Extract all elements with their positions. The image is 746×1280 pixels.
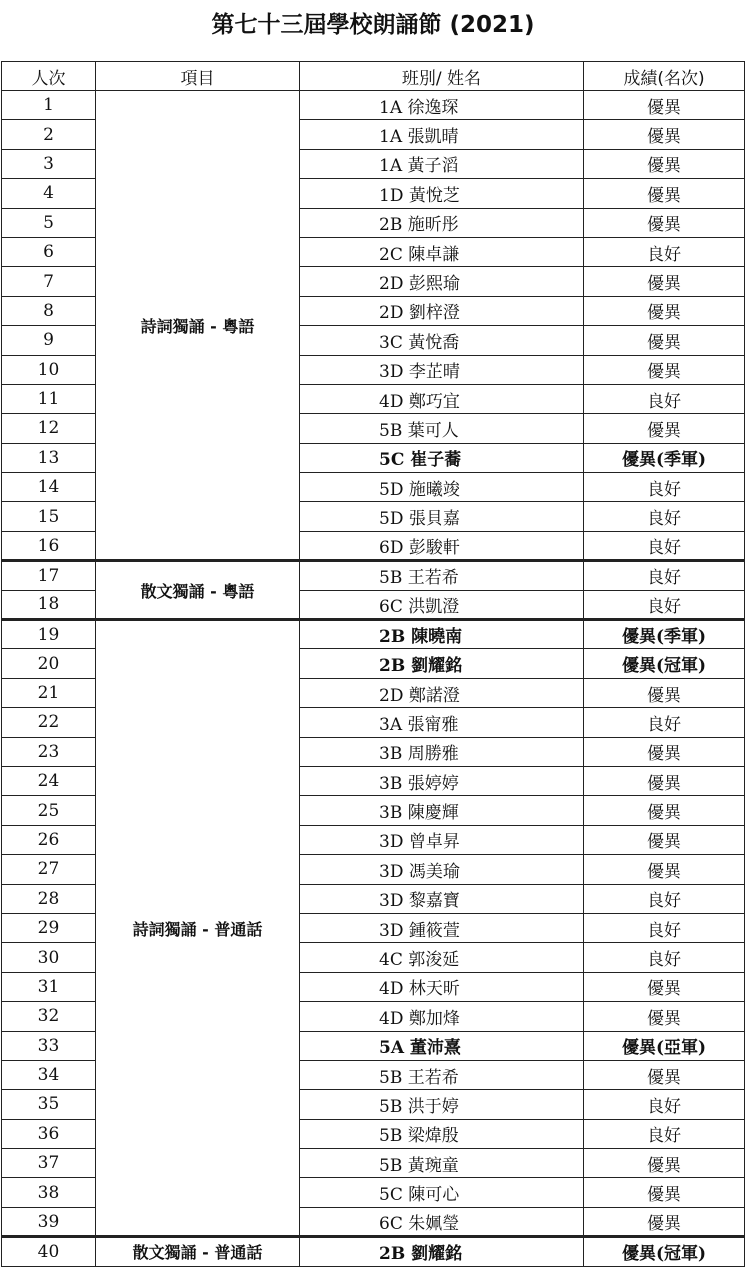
grade-cell: 優異 (584, 737, 745, 766)
row-count: 25 (2, 796, 96, 825)
student-name: 6C 洪凱澄 (300, 590, 584, 619)
row-count: 1 (2, 91, 96, 120)
row-count: 23 (2, 737, 96, 766)
row-count: 32 (2, 1002, 96, 1031)
grade-cell: 良好 (584, 1090, 745, 1119)
grade-cell: 良好 (584, 590, 745, 619)
row-count: 16 (2, 531, 96, 560)
student-name: 2D 鄭諾澄 (300, 678, 584, 707)
row-count: 31 (2, 972, 96, 1001)
student-name: 5B 王若希 (300, 561, 584, 590)
student-name: 3B 張婷婷 (300, 766, 584, 795)
row-count: 17 (2, 561, 96, 590)
row-count: 30 (2, 943, 96, 972)
row-count: 35 (2, 1090, 96, 1119)
header-row (2, 62, 745, 91)
student-name: 1A 徐逸琛 (300, 91, 584, 120)
grade-cell: 優異(季軍) (584, 620, 745, 649)
row-count: 22 (2, 708, 96, 737)
student-name: 1A 黃子滔 (300, 149, 584, 178)
grade-cell: 良好 (584, 884, 745, 913)
student-name: 3A 張甯雅 (300, 708, 584, 737)
grade-cell: 優異 (584, 855, 745, 884)
student-name: 5B 王若希 (300, 1060, 584, 1089)
category-cell: 散文獨誦 - 粵語 (96, 561, 300, 620)
student-name: 5A 董沛熹 (300, 1031, 584, 1060)
grade-cell: 優異 (584, 414, 745, 443)
student-name: 5B 葉可人 (300, 414, 584, 443)
student-name: 5B 黃琬童 (300, 1149, 584, 1178)
row-count: 11 (2, 384, 96, 413)
grade-cell: 優異(季軍) (584, 443, 745, 472)
grade-cell: 良好 (584, 1119, 745, 1148)
grade-cell: 優異 (584, 179, 745, 208)
row-count: 2 (2, 120, 96, 149)
row-count: 26 (2, 825, 96, 854)
student-name: 4D 鄭巧宜 (300, 384, 584, 413)
student-name: 2B 陳曉南 (300, 620, 584, 649)
row-count: 19 (2, 620, 96, 649)
grade-cell: 優異(亞軍) (584, 1031, 745, 1060)
row-count: 21 (2, 678, 96, 707)
page-title: 第七十三屆學校朗誦節 (2021) (211, 12, 535, 38)
row-count: 4 (2, 179, 96, 208)
table-row (2, 561, 745, 590)
student-name: 4C 郭浚延 (300, 943, 584, 972)
student-name: 3D 黎嘉寶 (300, 884, 584, 913)
student-name: 2D 彭熙瑜 (300, 267, 584, 296)
grade-cell: 優異 (584, 678, 745, 707)
grade-cell: 優異 (584, 1060, 745, 1089)
category-cell: 詩詞獨誦 - 粵語 (96, 91, 300, 561)
grade-cell: 優異 (584, 766, 745, 795)
student-name: 5C 陳可心 (300, 1178, 584, 1207)
grade-cell: 優異(冠軍) (584, 649, 745, 678)
row-count: 7 (2, 267, 96, 296)
row-count: 29 (2, 913, 96, 942)
student-name: 5B 梁煒殷 (300, 1119, 584, 1148)
grade-cell: 優異 (584, 1002, 745, 1031)
student-name: 2B 劉耀銘 (300, 649, 584, 678)
header-class-name: 班別/ 姓名 (300, 62, 584, 91)
grade-cell: 良好 (584, 531, 745, 560)
row-count: 8 (2, 296, 96, 325)
row-count: 3 (2, 149, 96, 178)
grade-cell: 良好 (584, 473, 745, 502)
grade-cell: 優異 (584, 91, 745, 120)
table-row (2, 1237, 745, 1266)
row-count: 24 (2, 766, 96, 795)
student-name: 3D 李芷晴 (300, 355, 584, 384)
grade-cell: 優異 (584, 1149, 745, 1178)
grade-cell: 優異 (584, 267, 745, 296)
row-count: 28 (2, 884, 96, 913)
row-count: 18 (2, 590, 96, 619)
table-row (2, 91, 745, 120)
grade-cell: 優異(冠軍) (584, 1237, 745, 1266)
table-row (2, 620, 745, 649)
row-count: 14 (2, 473, 96, 502)
grade-cell: 良好 (584, 708, 745, 737)
header-item: 項目 (96, 62, 300, 91)
student-name: 4D 林天昕 (300, 972, 584, 1001)
student-name: 5D 施曦竣 (300, 473, 584, 502)
grade-cell: 良好 (584, 943, 745, 972)
grade-cell: 優異 (584, 355, 745, 384)
grade-cell: 優異 (584, 296, 745, 325)
student-name: 5B 洪于婷 (300, 1090, 584, 1119)
row-count: 37 (2, 1149, 96, 1178)
student-name: 1D 黃悅芝 (300, 179, 584, 208)
header-count: 人次 (2, 62, 96, 91)
student-name: 3D 曾卓昇 (300, 825, 584, 854)
category-cell: 散文獨誦 - 普通話 (96, 1237, 300, 1266)
grade-cell: 優異 (584, 208, 745, 237)
header-grade: 成績(名次) (584, 62, 745, 91)
student-name: 1A 張凱晴 (300, 120, 584, 149)
grade-cell: 良好 (584, 502, 745, 531)
row-count: 6 (2, 237, 96, 266)
grade-cell: 優異 (584, 1207, 745, 1236)
grade-cell: 優異 (584, 120, 745, 149)
student-name: 3B 周勝雅 (300, 737, 584, 766)
student-name: 4D 鄭加烽 (300, 1002, 584, 1031)
student-name: 6C 朱姵瑩 (300, 1207, 584, 1236)
student-name: 3C 黃悅喬 (300, 326, 584, 355)
row-count: 12 (2, 414, 96, 443)
results-table (1, 61, 745, 1267)
row-count: 39 (2, 1207, 96, 1236)
grade-cell: 優異 (584, 972, 745, 1001)
student-name: 3D 馮美瑜 (300, 855, 584, 884)
student-name: 2B 劉耀銘 (300, 1237, 584, 1266)
grade-cell: 優異 (584, 149, 745, 178)
student-name: 5D 張貝嘉 (300, 502, 584, 531)
student-name: 2B 施昕彤 (300, 208, 584, 237)
student-name: 2C 陳卓謙 (300, 237, 584, 266)
student-name: 2D 劉梓澄 (300, 296, 584, 325)
grade-cell: 優異 (584, 796, 745, 825)
row-count: 10 (2, 355, 96, 384)
category-cell: 詩詞獨誦 - 普通話 (96, 620, 300, 1237)
row-count: 27 (2, 855, 96, 884)
row-count: 34 (2, 1060, 96, 1089)
row-count: 33 (2, 1031, 96, 1060)
results-body (2, 91, 745, 1267)
student-name: 5C 崔子蕎 (300, 443, 584, 472)
row-count: 15 (2, 502, 96, 531)
grade-cell: 良好 (584, 384, 745, 413)
student-name: 3D 鍾筱萱 (300, 913, 584, 942)
row-count: 9 (2, 326, 96, 355)
row-count: 20 (2, 649, 96, 678)
row-count: 5 (2, 208, 96, 237)
grade-cell: 優異 (584, 1178, 745, 1207)
row-count: 13 (2, 443, 96, 472)
student-name: 3B 陳慶輝 (300, 796, 584, 825)
row-count: 38 (2, 1178, 96, 1207)
grade-cell: 良好 (584, 561, 745, 590)
grade-cell: 優異 (584, 825, 745, 854)
grade-cell: 優異 (584, 326, 745, 355)
row-count: 40 (2, 1237, 96, 1266)
student-name: 6D 彭駿軒 (300, 531, 584, 560)
row-count: 36 (2, 1119, 96, 1148)
grade-cell: 良好 (584, 913, 745, 942)
grade-cell: 良好 (584, 237, 745, 266)
